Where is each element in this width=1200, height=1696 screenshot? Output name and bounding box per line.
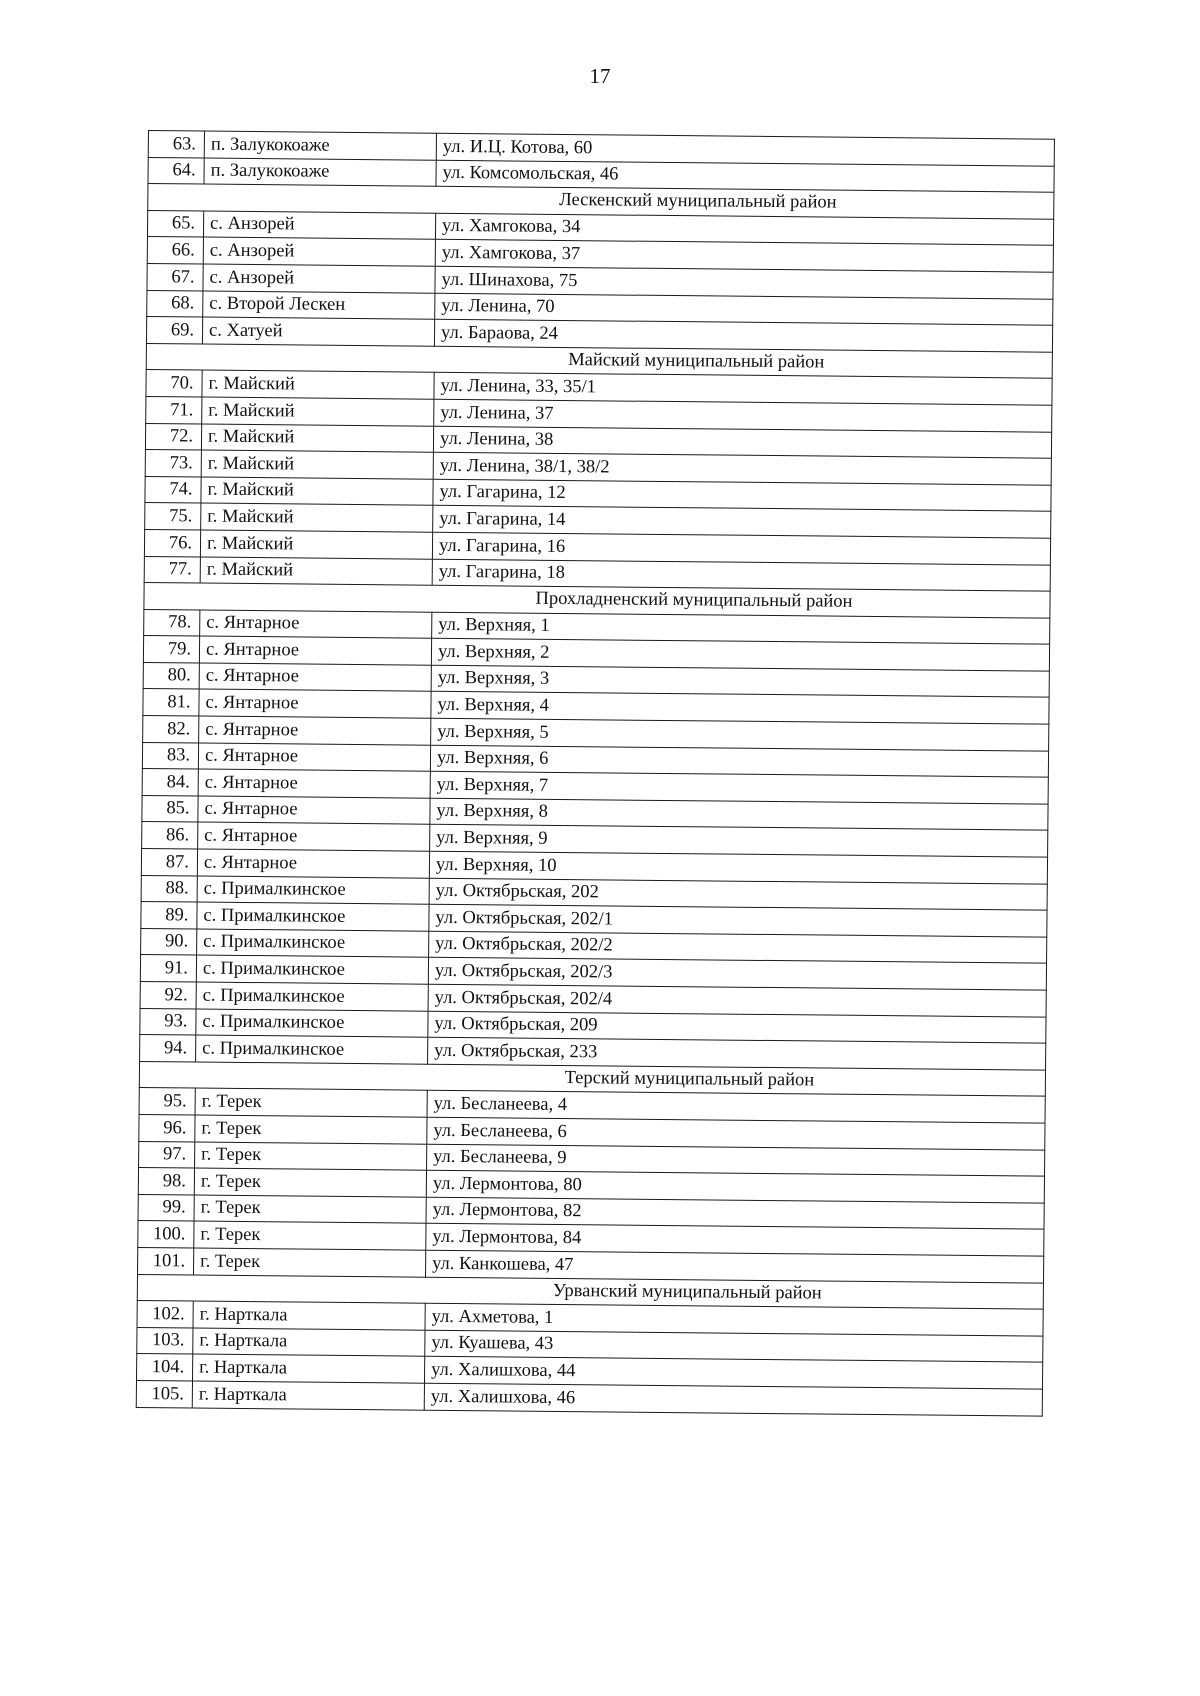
address-cell: ул. Бесланеева, 6 bbox=[427, 1117, 1045, 1150]
settlement-cell: г. Майский bbox=[201, 503, 433, 532]
row-number: 80. bbox=[143, 662, 199, 689]
address-cell: ул. Комсомольская, 46 bbox=[436, 160, 1054, 193]
address-cell: ул. Хамгокова, 34 bbox=[435, 213, 1053, 246]
address-cell: ул. Лермонтова, 82 bbox=[426, 1197, 1044, 1230]
settlement-cell: г. Терек bbox=[195, 1115, 427, 1144]
settlement-cell: с. Прималкинское bbox=[196, 982, 428, 1011]
settlement-cell: с. Янтарное bbox=[198, 743, 430, 772]
address-cell: ул. Лермонтова, 80 bbox=[426, 1170, 1044, 1203]
address-cell: ул. Ахметова, 1 bbox=[425, 1303, 1043, 1336]
address-cell: ул. И.Ц. Котова, 60 bbox=[436, 133, 1054, 166]
row-number: 67. bbox=[147, 263, 203, 290]
settlement-cell: с. Прималкинское bbox=[196, 955, 428, 984]
settlement-cell: с. Янтарное bbox=[199, 689, 431, 718]
settlement-cell: п. Залукокоаже bbox=[204, 158, 436, 187]
row-number: 103. bbox=[137, 1327, 193, 1354]
row-number: 64. bbox=[148, 157, 204, 184]
row-number: 93. bbox=[140, 1008, 196, 1035]
row-number: 73. bbox=[145, 450, 201, 477]
row-number: 77. bbox=[144, 556, 200, 583]
settlement-cell: с. Янтарное bbox=[200, 610, 432, 639]
settlement-cell: с. Прималкинское bbox=[197, 876, 429, 905]
address-cell: ул. Ленина, 38 bbox=[433, 426, 1051, 459]
settlement-cell: с. Второй Лескен bbox=[203, 291, 435, 320]
address-cell: ул. Гагарина, 18 bbox=[432, 559, 1050, 592]
address-cell: ул. Шинахова, 75 bbox=[435, 266, 1053, 299]
address-cell: ул. Верхняя, 10 bbox=[429, 851, 1047, 884]
settlement-cell: с. Прималкинское bbox=[197, 902, 429, 931]
settlement-cell: с. Янтарное bbox=[199, 636, 431, 665]
address-cell: ул. Верхняя, 8 bbox=[430, 798, 1048, 831]
row-number: 89. bbox=[141, 902, 197, 929]
settlement-cell: г. Терек bbox=[194, 1168, 426, 1197]
row-number: 86. bbox=[142, 822, 198, 849]
settlement-cell: г. Нарткала bbox=[193, 1301, 425, 1330]
row-number: 100. bbox=[138, 1221, 194, 1248]
row-number: 75. bbox=[145, 503, 201, 530]
row-number: 96. bbox=[139, 1114, 195, 1141]
address-cell: ул. Октябрьская, 233 bbox=[428, 1037, 1046, 1070]
settlement-cell: с. Янтарное bbox=[198, 796, 430, 825]
settlement-cell: г. Майский bbox=[201, 450, 433, 479]
settlement-cell: г. Терек bbox=[194, 1221, 426, 1250]
row-number: 79. bbox=[143, 636, 199, 663]
settlement-cell: г. Майский bbox=[200, 557, 432, 586]
settlement-cell: г. Терек bbox=[194, 1248, 426, 1277]
row-number: 81. bbox=[143, 689, 199, 716]
address-cell: ул. Куашева, 43 bbox=[425, 1330, 1043, 1363]
row-number: 104. bbox=[136, 1354, 192, 1381]
address-cell: ул. Бараова, 24 bbox=[434, 319, 1052, 352]
settlement-cell: г. Нарткала bbox=[192, 1381, 424, 1410]
address-cell: ул. Хамгокова, 37 bbox=[435, 240, 1053, 273]
settlement-cell: г. Терек bbox=[195, 1142, 427, 1171]
address-cell: ул. Лермонтова, 84 bbox=[426, 1224, 1044, 1257]
address-cell: ул. Канкошева, 47 bbox=[426, 1250, 1044, 1283]
settlement-cell: с. Янтарное bbox=[199, 663, 431, 692]
section-title: Прохладненский муниципальный район bbox=[144, 583, 1050, 618]
address-cell: ул. Бесланеева, 9 bbox=[427, 1144, 1045, 1177]
row-number: 70. bbox=[146, 370, 202, 397]
settlement-cell: г. Терек bbox=[195, 1088, 427, 1117]
row-number: 69. bbox=[146, 317, 202, 344]
section-title: Майский муниципальный район bbox=[146, 343, 1052, 378]
row-number: 101. bbox=[138, 1247, 194, 1274]
settlement-cell: г. Майский bbox=[200, 530, 432, 559]
address-cell: ул. Ленина, 33, 35/1 bbox=[434, 373, 1052, 406]
row-number: 95. bbox=[139, 1088, 195, 1115]
row-number: 90. bbox=[141, 928, 197, 955]
row-number: 82. bbox=[143, 716, 199, 743]
row-number: 78. bbox=[144, 609, 200, 636]
row-number: 66. bbox=[147, 237, 203, 264]
row-number: 85. bbox=[142, 795, 198, 822]
address-cell: ул. Октябрьская, 202/2 bbox=[429, 931, 1047, 964]
section-title: Терский муниципальный район bbox=[139, 1061, 1045, 1096]
settlement-cell: г. Нарткала bbox=[192, 1354, 424, 1383]
row-number: 76. bbox=[144, 529, 200, 556]
address-cell: ул. Верхняя, 3 bbox=[431, 665, 1049, 698]
row-number: 99. bbox=[138, 1194, 194, 1221]
row-number: 68. bbox=[147, 290, 203, 317]
settlement-cell: с. Анзорей bbox=[203, 237, 435, 266]
row-number: 88. bbox=[141, 875, 197, 902]
row-number: 92. bbox=[140, 981, 196, 1008]
settlement-cell: г. Майский bbox=[201, 477, 433, 506]
settlement-cell: с. Прималкинское bbox=[196, 1035, 428, 1064]
settlement-cell: с. Хатуей bbox=[202, 317, 434, 346]
row-number: 87. bbox=[141, 849, 197, 876]
row-number: 98. bbox=[138, 1168, 194, 1195]
row-number: 74. bbox=[145, 476, 201, 503]
address-cell: ул. Октябрьская, 202/3 bbox=[428, 958, 1046, 991]
address-cell: ул. Халишхова, 44 bbox=[424, 1357, 1042, 1390]
row-number: 71. bbox=[146, 396, 202, 423]
settlement-cell: г. Терек bbox=[194, 1195, 426, 1224]
address-cell: ул. Верхняя, 7 bbox=[430, 771, 1048, 804]
address-cell: ул. Ленина, 37 bbox=[434, 399, 1052, 432]
settlement-cell: с. Анзорей bbox=[203, 264, 435, 293]
address-cell: ул. Ленина, 70 bbox=[435, 293, 1053, 326]
address-table-body bbox=[136, 131, 1054, 1416]
settlement-cell: г. Майский bbox=[202, 397, 434, 426]
address-cell: ул. Гагарина, 12 bbox=[433, 479, 1051, 512]
page-number: 17 bbox=[589, 64, 611, 88]
row-number: 105. bbox=[136, 1380, 192, 1407]
address-cell: ул. Верхняя, 9 bbox=[430, 825, 1048, 858]
address-cell: ул. Октябрьская, 202/4 bbox=[428, 984, 1046, 1017]
settlement-cell: с. Янтарное bbox=[198, 769, 430, 798]
settlement-cell: с. Анзорей bbox=[203, 211, 435, 240]
address-cell: ул. Верхняя, 5 bbox=[431, 718, 1049, 751]
settlement-cell: с. Прималкинское bbox=[196, 1009, 428, 1038]
row-number: 97. bbox=[139, 1141, 195, 1168]
section-title: Лескенский муниципальный район bbox=[148, 184, 1054, 219]
address-cell: ул. Халишхова, 46 bbox=[424, 1383, 1042, 1416]
settlement-cell: с. Янтарное bbox=[197, 849, 429, 878]
row-number: 94. bbox=[140, 1035, 196, 1062]
row-number: 84. bbox=[142, 769, 198, 796]
row-number: 83. bbox=[142, 742, 198, 769]
address-cell: ул. Гагарина, 14 bbox=[433, 506, 1051, 539]
address-cell: ул. Верхняя, 4 bbox=[431, 692, 1049, 725]
address-cell: ул. Верхняя, 6 bbox=[430, 745, 1048, 778]
address-table-container bbox=[136, 130, 1054, 1416]
settlement-cell: г. Нарткала bbox=[193, 1328, 425, 1357]
address-cell: ул. Бесланеева, 4 bbox=[427, 1091, 1045, 1124]
settlement-cell: с. Янтарное bbox=[199, 716, 431, 745]
address-cell: ул. Октябрьская, 209 bbox=[428, 1011, 1046, 1044]
settlement-cell: г. Майский bbox=[202, 370, 434, 399]
address-cell: ул. Верхняя, 2 bbox=[431, 639, 1049, 672]
settlement-cell: с. Прималкинское bbox=[197, 929, 429, 958]
settlement-cell: г. Майский bbox=[201, 424, 433, 453]
section-title: Урванский муниципальный район bbox=[137, 1274, 1043, 1309]
address-cell: ул. Октябрьская, 202/1 bbox=[429, 904, 1047, 937]
address-cell: ул. Гагарина, 16 bbox=[432, 532, 1050, 565]
row-number: 65. bbox=[147, 210, 203, 237]
row-number: 72. bbox=[145, 423, 201, 450]
row-number: 91. bbox=[140, 955, 196, 982]
settlement-cell: с. Янтарное bbox=[198, 822, 430, 851]
settlement-cell: п. Залукокоаже bbox=[204, 131, 436, 160]
row-number: 102. bbox=[137, 1301, 193, 1328]
address-cell: ул. Ленина, 38/1, 38/2 bbox=[433, 452, 1051, 485]
address-cell: ул. Октябрьская, 202 bbox=[429, 878, 1047, 911]
address-cell: ул. Верхняя, 1 bbox=[432, 612, 1050, 645]
address-table bbox=[136, 130, 1055, 1416]
row-number: 63. bbox=[148, 131, 204, 158]
